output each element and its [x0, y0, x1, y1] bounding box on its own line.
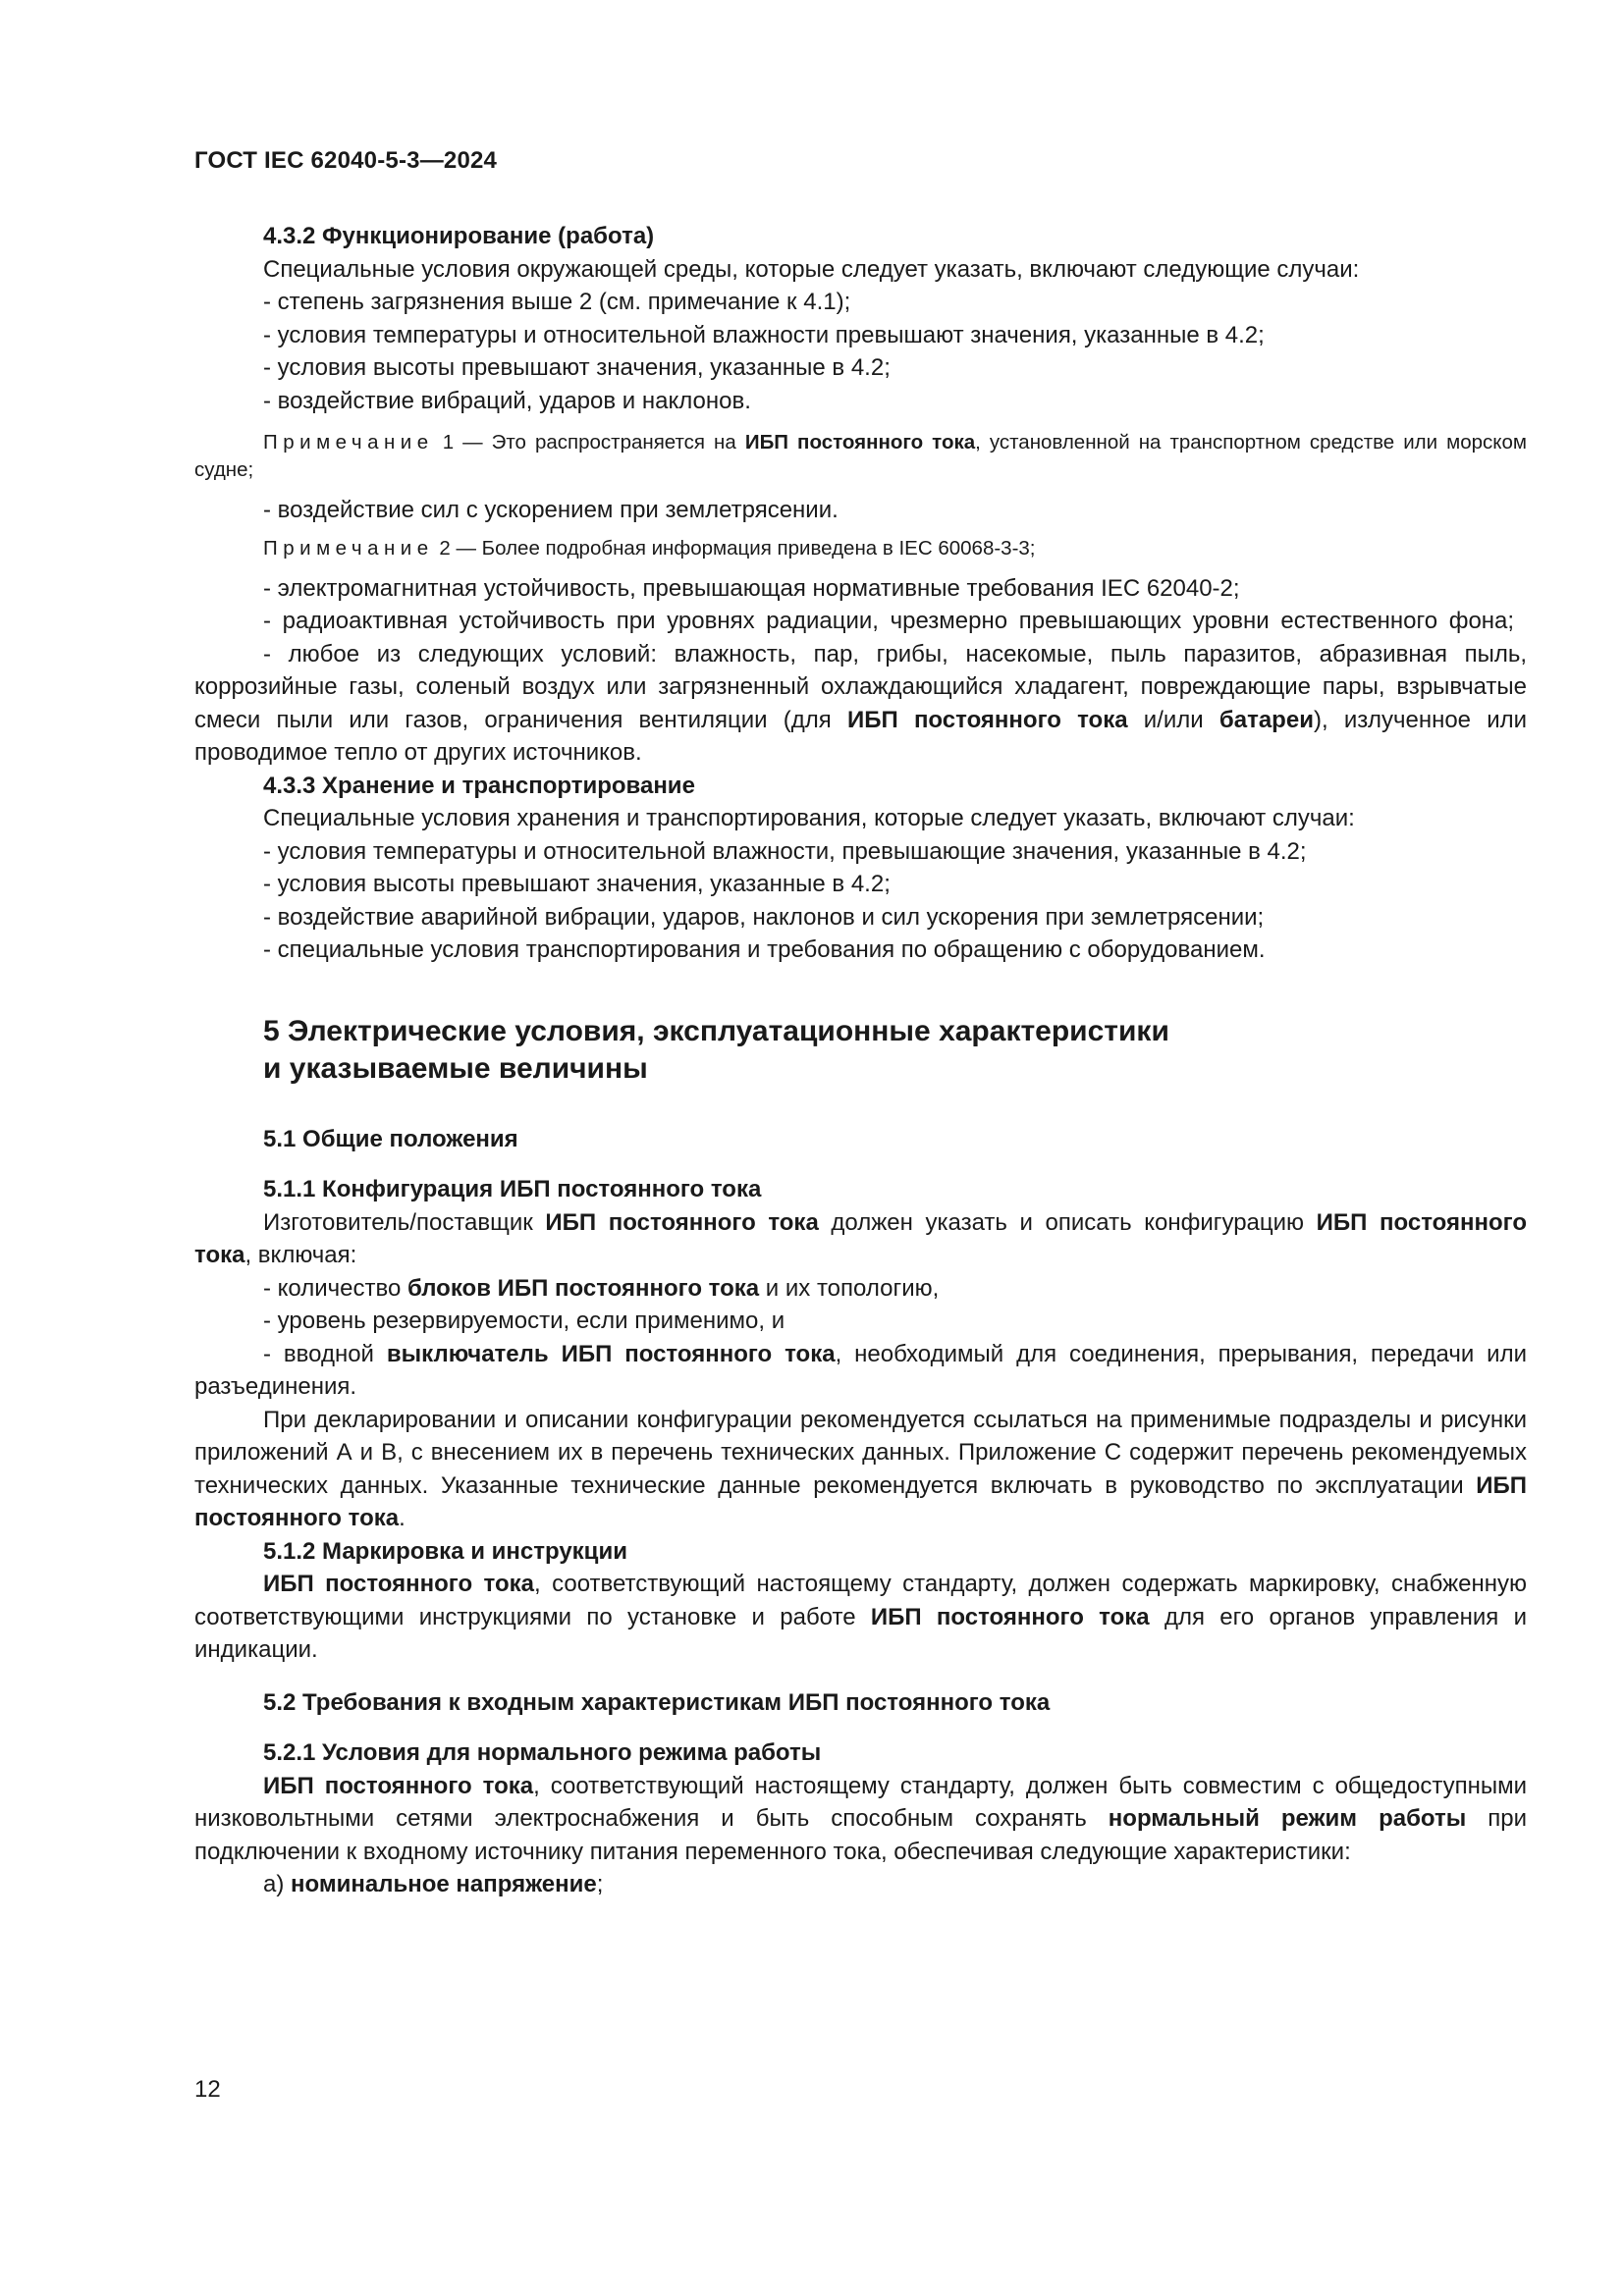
- term-ibp: ИБП постоянного тока: [263, 1772, 534, 1799]
- heading-5-1-2: 5.1.2 Маркировка и инструкции: [263, 1537, 627, 1565]
- term-normal-mode: нормальный режим работы: [1108, 1805, 1467, 1832]
- term-ibp: ИБП постоянного тока: [194, 1471, 1527, 1531]
- term-ibp-blocks: блоков ИБП постоянного тока: [407, 1274, 760, 1302]
- document-header: ГОСТ IEC 62040-5-3—2024: [194, 147, 498, 174]
- s432-item: - степень загрязнения выше 2 (см. примечание к 4.1);: [263, 289, 851, 315]
- s432-item-emc: - электромагнитная устойчивость, превышающая нормативные требования IEC 62040-2;: [263, 574, 1240, 602]
- note-2: [194, 535, 1527, 562]
- note-number: 2 —: [439, 536, 476, 560]
- term-ibp: ИБП постоянного тока: [545, 1208, 819, 1236]
- heading-line: и указываемые величины: [263, 1051, 648, 1085]
- note-text: , установленной на транспортном средстве или морском судне;: [194, 431, 1527, 481]
- term-ibp: ИБП постоянного тока: [870, 1603, 1150, 1630]
- text: для его органов управления и индикации.: [194, 1603, 1527, 1663]
- s511-item-2: - уровень резервируемости, если применимо, и: [263, 1308, 785, 1334]
- s521-item-a: [194, 1868, 1527, 1901]
- s432-item-radio: - радиоактивная устойчивость при уровнях радиации, чрезмерно превышающих уровни естественного фона;: [263, 608, 1515, 634]
- text: и их топологию,: [765, 1274, 940, 1302]
- s433-item: - специальные условия транспортирования и требования по обращению с оборудованием.: [263, 936, 1266, 963]
- term-battery: батареи: [1218, 706, 1314, 733]
- s432-item: - условия высоты превышают значения, указанные в 4.2;: [263, 354, 891, 381]
- text: - количество: [263, 1274, 402, 1302]
- heading-5-2-1: 5.2.1 Условия для нормального режима работы: [263, 1739, 822, 1766]
- term-ibp-switch: выключатель ИБП постоянного тока: [386, 1340, 836, 1367]
- s433-intro: Специальные условия хранения и транспортирования, которые следует указать, включают случаи:: [263, 805, 1355, 831]
- term-ibp: ИБП постоянного тока: [744, 431, 976, 454]
- heading-5-2: 5.2 Требования к входным характеристикам ИБП постоянного тока: [263, 1688, 1051, 1716]
- note-label: Примечание: [263, 536, 434, 560]
- note-1: [194, 429, 1527, 484]
- s432-intro: Специальные условия окружающей среды, которые следует указать, включают следующие случаи:: [263, 255, 1360, 283]
- note-label: Примечание: [263, 431, 434, 454]
- s511-p2: [194, 1404, 1527, 1535]
- s512-p: [194, 1568, 1527, 1667]
- page-number: 12: [194, 2076, 221, 2103]
- list-marker: а): [263, 1871, 285, 1897]
- text: , включая:: [244, 1242, 357, 1268]
- term-nominal-voltage: номинальное напряжение: [291, 1871, 597, 1897]
- s511-p1: [194, 1206, 1527, 1272]
- text: - любое из следующих условий: влажность, пар, грибы, насекомые, пыль паразитов, абразивная пыль, коррозийные газы, соленый воздух или загрязненный охлаждающийся хладагент, повреждающие пары, взрывчатые смеси пыли или газов, ограничения вентиляции (для: [194, 640, 1527, 733]
- s433-item: - условия температуры и относительной влажности, превышающие значения, указанные в 4.2;: [263, 837, 1307, 865]
- text: - вводной: [263, 1340, 374, 1367]
- s433-item: - воздействие аварийной вибрации, ударов, наклонов и сил ускорения при землетрясении;: [263, 903, 1265, 931]
- s432-item: - воздействие вибраций, ударов и наклонов.: [263, 387, 751, 414]
- note-text: Более подробная информация приведена в IEC 60068-3-3;: [481, 536, 1036, 560]
- term-ibp: ИБП постоянного тока: [263, 1571, 534, 1597]
- heading-5-1-1: 5.1.1 Конфигурация ИБП постоянного тока: [263, 1176, 762, 1202]
- page-content: [194, 220, 1527, 1901]
- note-text: Это распространяется на: [491, 431, 736, 454]
- text: Изготовитель/поставщик: [263, 1208, 533, 1236]
- heading-section-5: [263, 1013, 1527, 1088]
- text: , соответствующий настоящему стандарту, должен содержать маркировку, снабженную соответствующими инструкциями по установке и работе: [194, 1571, 1527, 1630]
- heading-line: 5 Электрические условия, эксплуатационные характеристики: [263, 1014, 1169, 1047]
- term-ibp: ИБП постоянного тока: [194, 1208, 1527, 1268]
- heading-4-3-2: 4.3.2 Функционирование (работа): [263, 223, 655, 249]
- text: при подключении к входному источнику питания переменного тока, обеспечивая следующие характеристики:: [194, 1805, 1528, 1865]
- s433-item: - условия высоты превышают значения, указанные в 4.2;: [263, 871, 891, 897]
- note-number: 1 —: [442, 431, 483, 454]
- text: , соответствующий настоящему стандарту, должен быть совместим с общедоступными низковольтными сетями электроснабжения и быть способным сохранять: [194, 1772, 1527, 1832]
- text: , необходимый для соединения, прерывания, передачи или разъединения.: [194, 1340, 1527, 1400]
- heading-4-3-3: 4.3.3 Хранение и транспортирование: [263, 772, 695, 799]
- text: При декларировании и описании конфигурации рекомендуется ссылаться на применимые подразделы и рисунки приложений А и В, с внесением их в перечень технических данных. Приложение С содержит перечень рекомендуемых технических данных. Указанные технические данные рекомендуется включать в руководство по эксплуатации: [194, 1406, 1527, 1499]
- text: .: [399, 1505, 406, 1531]
- text: ), излученное или проводимое тепло от других источников.: [194, 706, 1528, 766]
- text: ;: [596, 1871, 604, 1897]
- s432-item-quake: - воздействие сил с ускорением при землетрясении.: [263, 497, 839, 523]
- s432-item: - условия температуры и относительной влажности превышают значения, указанные в 4.2;: [263, 321, 1265, 348]
- s511-item-3: [194, 1338, 1527, 1404]
- text: должен указать и описать конфигурацию: [831, 1208, 1305, 1236]
- text: и/или: [1143, 706, 1204, 733]
- s511-item-1: [194, 1272, 1527, 1306]
- s521-p: [194, 1770, 1527, 1869]
- heading-5-1: 5.1 Общие положения: [263, 1125, 518, 1152]
- s432-item-any: [194, 638, 1527, 770]
- term-ibp: ИБП постоянного тока: [846, 706, 1128, 733]
